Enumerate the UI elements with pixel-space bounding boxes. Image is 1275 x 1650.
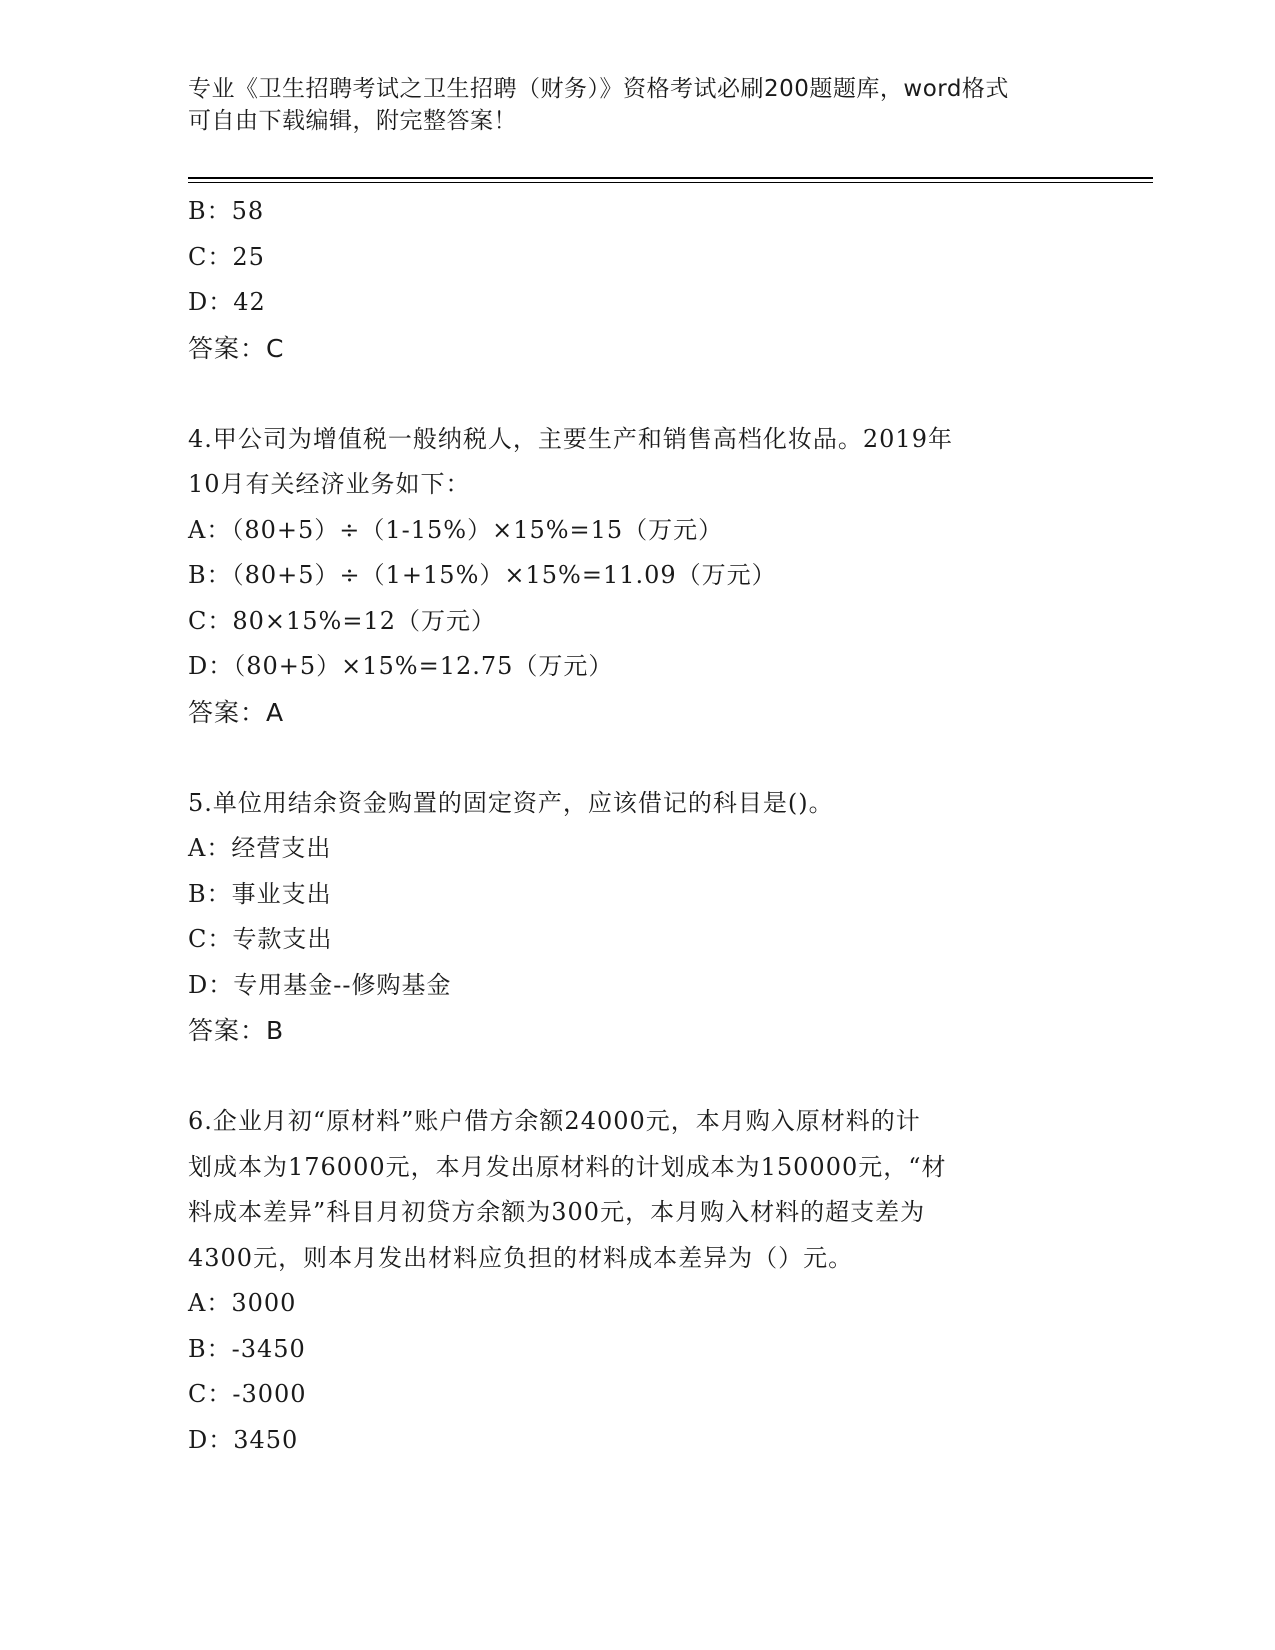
q3-option-b: B：58 xyxy=(188,197,265,225)
q4-option-c: C：80×15%=12（万元） xyxy=(188,606,497,635)
spacer xyxy=(188,1054,1068,1100)
q4-option-b: B：（80+5）÷（1+15%）×15%=11.09（万元） xyxy=(188,561,777,589)
document-header xyxy=(188,73,1068,137)
q6-option-c: C：-3000 xyxy=(188,1380,307,1408)
q5-option-a: A：经营支出 xyxy=(188,834,332,862)
q5-option-b: B：事业支出 xyxy=(188,879,332,908)
question-6-block xyxy=(188,1099,1068,1463)
q6-option-b: B：-3450 xyxy=(188,1334,306,1363)
question-3-block xyxy=(188,189,1068,371)
q6-option-d: D：3450 xyxy=(188,1425,299,1454)
header-title-line-2: 可自由下载编辑，附完整答案！ xyxy=(188,108,517,134)
header-divider-thin xyxy=(188,182,1153,183)
q4-stem-line-1: 4.甲公司为增值税一般纳税人，主要生产和销售高档化妆品。2019年 xyxy=(188,424,953,453)
question-4-block xyxy=(188,417,1068,736)
q5-stem-line-1: 5.单位用结余资金购置的固定资产，应该借记的科目是()。 xyxy=(188,788,834,817)
q6-option-a: A：3000 xyxy=(188,1289,297,1317)
question-5-block xyxy=(188,781,1068,1054)
q5-option-c: C：专款支出 xyxy=(188,925,333,953)
header-divider-thick xyxy=(188,177,1153,179)
q4-answer: 答案：A xyxy=(188,697,285,727)
q5-option-d: D：专用基金--修购基金 xyxy=(188,970,452,999)
q4-stem-line-2: 10月有关经济业务如下： xyxy=(188,470,471,498)
q5-answer: 答案：B xyxy=(188,1016,285,1045)
q4-option-a: A：（80+5）÷（1-15%）×15%=15（万元） xyxy=(188,515,724,544)
q6-stem-line-3: 料成本差异”科目月初贷方余额为300元，本月购入材料的超支差为 xyxy=(188,1198,926,1226)
q6-stem-line-2: 划成本为176000元，本月发出原材料的计划成本为150000元，“材 xyxy=(188,1152,947,1181)
spacer xyxy=(188,735,1068,781)
spacer xyxy=(188,371,1068,417)
q3-option-d: D：42 xyxy=(188,288,266,316)
question-content xyxy=(188,189,1068,1463)
header-title-line-1: 专业《卫生招聘考试之卫生招聘（财务）》资格考试必刷200题题库，word格式 xyxy=(188,76,1009,102)
q6-stem-line-4: 4300元，则本月发出材料应负担的材料成本差异为（）元。 xyxy=(188,1243,854,1272)
q3-answer: 答案：C xyxy=(188,333,285,363)
q4-option-d: D：（80+5）×15%=12.75（万元） xyxy=(188,652,614,680)
q3-option-c: C：25 xyxy=(188,242,265,271)
q6-stem-line-1: 6.企业月初“原材料”账户借方余额24000元，本月购入原材料的计 xyxy=(188,1107,921,1135)
